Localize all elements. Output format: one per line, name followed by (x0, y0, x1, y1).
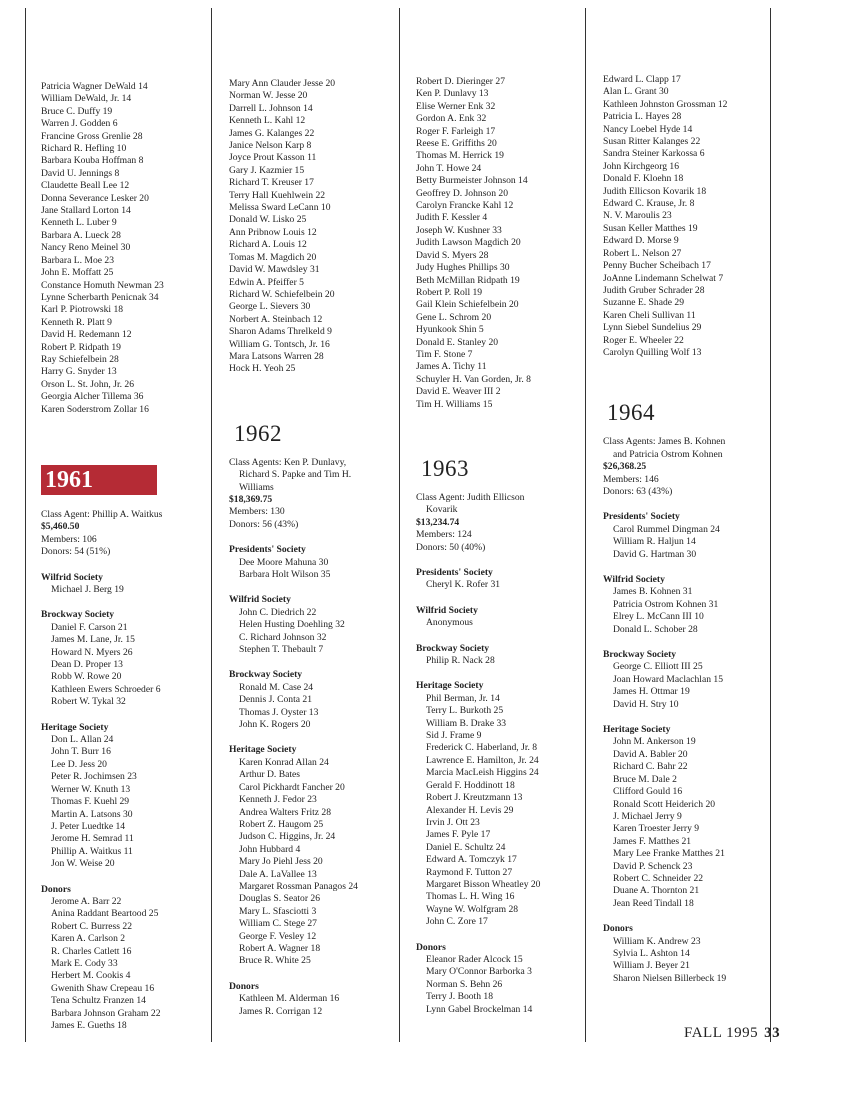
list-item: Dale A. LaVallee 13 (239, 868, 317, 880)
class-donors: Donors: 63 (43%) (603, 485, 673, 497)
list-item: Norman W. Jesse 20 (229, 90, 308, 102)
list-item: Gene L. Schrom 20 (416, 311, 492, 323)
list-item: William G. Tontsch, Jr. 16 (229, 338, 330, 350)
list-item: Barbara A. Lueck 28 (41, 229, 121, 241)
list-item: Schuyler H. Van Gorden, Jr. 8 (416, 373, 531, 385)
list-item: James E. Gueths 18 (51, 1020, 127, 1031)
list-item: Orson L. St. John, Jr. 26 (41, 378, 135, 390)
list-item: Gordon A. Enk 32 (416, 113, 487, 125)
class-total-amount: $13,234.74 (416, 516, 460, 528)
list-item: Mary L. Sfasciotti 3 (239, 905, 317, 917)
list-item: Jerome H. Semrad 11 (51, 833, 134, 845)
class-year-1961: 1961 (41, 465, 157, 495)
list-item: David A. Babler 20 (613, 748, 688, 760)
list-item: Helen Husting Doehling 32 (239, 619, 345, 631)
list-item: David U. Jennings 8 (41, 167, 120, 179)
list-item: Sylvia L. Ashton 14 (613, 947, 690, 959)
list-item: Daniel E. Schultz 24 (426, 841, 506, 853)
list-item: J. Michael Jerry 9 (613, 810, 682, 822)
list-item: Alan L. Grant 30 (603, 86, 669, 98)
name-list (416, 693, 586, 929)
list-item: Mark E. Cody 33 (51, 957, 118, 969)
class-agents-line-3: Williams (239, 481, 274, 493)
list-item: Barbara Holt Wilson 35 (239, 569, 331, 580)
section-title-wilfrid: Wilfrid Society (416, 604, 478, 616)
list-item: Penny Bucher Scheibach 17 (603, 260, 711, 272)
list-item: Robert P. Roll 19 (416, 286, 483, 298)
list-item: Carolyn Quilling Wolf 13 (603, 346, 702, 358)
list-item: David P. Schenck 23 (613, 860, 693, 872)
list-item: Geoffrey D. Johnson 20 (416, 187, 509, 199)
section-title-brockway: Brockway Society (229, 669, 303, 681)
list-item: Dennis J. Conta 21 (239, 694, 313, 706)
name-list (416, 617, 586, 629)
list-item: Judith F. Kessler 4 (416, 212, 488, 224)
list-item: Robert C. Burress 22 (51, 920, 133, 932)
list-item: John C. Diedrich 22 (239, 606, 317, 618)
list-item: Ronald M. Case 24 (239, 681, 314, 693)
list-item: Barbara Johnson Graham 22 (51, 1007, 161, 1019)
list-item: John T. Howe 24 (416, 162, 482, 174)
list-item: Lawrence E. Hamilton, Jr. 24 (426, 754, 539, 766)
name-list (416, 655, 586, 667)
list-item: Karen A. Carlson 2 (51, 933, 126, 945)
list-item: Roger E. Wheeler 22 (603, 334, 684, 346)
list-item: Edward D. Morse 9 (603, 235, 679, 247)
list-item: Alexander H. Levis 29 (426, 804, 514, 816)
list-item: Donna Severance Lesker 20 (41, 192, 149, 204)
list-item: Mary Jo Piehl Jess 20 (239, 856, 323, 868)
list-item: Kathleen Ewers Schroeder 6 (51, 683, 161, 695)
class-members: Members: 146 (603, 473, 659, 485)
list-item: Suzanne E. Shade 29 (603, 297, 684, 309)
name-list (603, 936, 771, 986)
list-item: Edward L. Clapp 17 (603, 74, 681, 85)
list-item: John M. Ankerson 19 (613, 736, 696, 748)
list-item: Douglas S. Seator 26 (239, 893, 321, 905)
list-item: R. Charles Catlett 16 (51, 945, 132, 957)
list-item: James B. Kohnen 31 (613, 586, 693, 598)
list-item: Richard R. Hefling 10 (41, 143, 127, 155)
list-item: Karen Cheli Sullivan 11 (603, 309, 696, 321)
column-rule (25, 8, 26, 1042)
list-item: David E. Weaver III 2 (416, 386, 501, 398)
list-item: William R. Haljun 14 (613, 536, 696, 548)
list-item: Judith Ellicson Kovarik 18 (603, 185, 707, 197)
list-item: Barbara Kouba Hoffman 8 (41, 155, 144, 167)
list-item: Reese E. Griffiths 20 (416, 138, 497, 150)
list-item: Ann Pribnow Louis 12 (229, 226, 317, 238)
list-item: George L. Sievers 30 (229, 301, 311, 313)
list-item: Robert A. Wagner 18 (239, 942, 321, 954)
list-item: Warren J. Godden 6 (41, 118, 118, 130)
class-total-amount: $18,369.75 (229, 493, 273, 505)
class-agents-line-1: Class Agent: Judith Ellicson (416, 491, 525, 503)
list-item: Jane Stallard Lorton 14 (41, 205, 131, 217)
list-item: Donald W. Lisko 25 (229, 214, 307, 226)
list-item: Harry G. Snyder 13 (41, 366, 117, 378)
list-item: Stephen T. Thebault 7 (239, 644, 324, 656)
list-item: Bruce R. White 25 (239, 955, 311, 967)
list-item: Donald L. Schober 28 (613, 623, 698, 635)
class-total-amount: $5,460.50 (41, 521, 80, 533)
section-title-donors: Donors (229, 980, 259, 992)
section-title-presidents: Presidents' Society (416, 567, 493, 578)
list-item: Eleanor Rader Alcock 15 (426, 953, 523, 965)
list-item: Herbert M. Cookis 4 (51, 970, 131, 982)
class-agents-line-1: Class Agents: Ken P. Dunlavy, (229, 456, 347, 468)
list-item: Judith Gruber Schrader 28 (603, 284, 705, 296)
list-item: Mara Latsons Warren 28 (229, 350, 324, 362)
name-list (603, 661, 771, 711)
list-item: N. V. Maroulis 23 (603, 210, 672, 222)
list-item: Lynn Siebel Sundelius 29 (603, 322, 702, 334)
list-item: Betty Burmeister Johnson 14 (416, 175, 528, 187)
list-item: Terry L. Burkoth 25 (426, 705, 504, 717)
list-item: Jerome A. Barr 22 (51, 895, 122, 907)
list-item: Mary Ann Clauder Jesse 20 (229, 78, 336, 89)
list-item: Phillip A. Waitkus 11 (51, 845, 133, 857)
list-item: Gail Klein Schiefelbein 20 (416, 299, 519, 311)
list-item: Kenneth L. Kahl 12 (229, 115, 306, 127)
list-item: Melissa Sward LeCann 10 (229, 202, 331, 214)
list-item: Lee D. Jess 20 (51, 758, 107, 770)
class-year-heading (41, 465, 209, 495)
list-item: Thomas J. Oyster 13 (239, 706, 319, 718)
list-item: Anina Raddant Beartood 25 (51, 908, 159, 920)
class-donors: Donors: 50 (40%) (416, 541, 486, 553)
list-item: Gary J. Kazmier 15 (229, 164, 305, 176)
list-item: James F. Pyle 17 (426, 829, 491, 841)
class-members: Members: 130 (229, 506, 285, 518)
list-item: Kenneth L. Luber 9 (41, 217, 117, 229)
list-item: Robert C. Schneider 22 (613, 872, 704, 884)
list-item: Bruce C. Duffy 19 (41, 105, 113, 117)
name-list (41, 584, 209, 596)
class-year-1962: 1962 (234, 420, 282, 446)
name-list (416, 579, 586, 591)
list-item: Michael J. Berg 19 (51, 584, 124, 595)
section-title-heritage: Heritage Society (41, 721, 109, 733)
list-item: Robert L. Nelson 27 (603, 247, 682, 259)
list-item: Roger F. Farleigh 17 (416, 125, 496, 137)
list-item: Edwin A. Pfeiffer 5 (229, 276, 304, 288)
page-footer (684, 1024, 780, 1042)
list-item: Tomas M. Magdich 20 (229, 251, 317, 263)
list-item: Patricia Ostrom Kohnen 31 (613, 598, 719, 610)
class-agents-line-2: and Patricia Ostrom Kohnen (613, 448, 723, 460)
list-item: Joan Howard Maclachlan 15 (613, 673, 724, 685)
name-list (229, 78, 399, 376)
list-item: Nancy Loebel Hyde 14 (603, 123, 693, 135)
name-list (229, 607, 399, 657)
list-item: Karen Soderstrom Zollar 16 (41, 403, 149, 415)
name-list (603, 524, 771, 561)
list-item: Tim F. Stone 7 (416, 348, 473, 360)
name-list (603, 586, 771, 636)
list-item: Nancy Reno Meinel 30 (41, 242, 131, 254)
list-item: Hock H. Yeoh 25 (229, 363, 296, 375)
list-item: Ray Schiefelbein 28 (41, 353, 119, 365)
list-item: Cheryl K. Rofer 31 (426, 579, 501, 591)
class-agents-line-1: Class Agents: James B. Kohnen (603, 436, 726, 448)
list-item: Patricia L. Hayes 28 (603, 111, 682, 123)
list-item: Thomas M. Herrick 19 (416, 150, 504, 162)
list-item: William K. Andrew 23 (613, 935, 701, 947)
name-list (229, 993, 399, 1018)
list-item: JoAnne Lindemann Schelwat 7 (603, 272, 724, 284)
class-year-1964: 1964 (607, 400, 655, 426)
class-year-1963: 1963 (421, 455, 469, 481)
list-item: Frederick C. Haberland, Jr. 8 (426, 742, 538, 754)
list-item: Claudette Beall Lee 12 (41, 180, 130, 192)
name-list (416, 954, 586, 1016)
list-item: Robb W. Rowe 20 (51, 671, 122, 683)
list-item: Barbara L. Moe 23 (41, 254, 114, 266)
section-title-wilfrid: Wilfrid Society (229, 594, 291, 606)
list-item: Edward A. Tomczyk 17 (426, 854, 517, 866)
list-item: Robert D. Dieringer 27 (416, 76, 505, 87)
list-item: Joyce Prout Kasson 11 (229, 152, 317, 164)
name-list (229, 557, 399, 582)
list-item: Donald E. Stanley 20 (416, 336, 499, 348)
list-item: George F. Vesley 12 (239, 930, 317, 942)
list-item: Francine Gross Grenlie 28 (41, 130, 143, 142)
list-item: Robert P. Ridpath 19 (41, 341, 121, 353)
list-item: Gwenith Shaw Crepeau 16 (51, 982, 155, 994)
list-item: William J. Beyer 21 (613, 960, 690, 972)
list-item: John Hubbard 4 (239, 843, 301, 855)
section-title-wilfrid: Wilfrid Society (603, 574, 665, 585)
column-rule (399, 8, 400, 1042)
list-item: John T. Burr 16 (51, 746, 111, 758)
list-item: Kathleen Johnston Grossman 12 (603, 98, 728, 110)
list-item: Lynn Gabel Brockelman 14 (426, 1003, 533, 1015)
list-item: Ken P. Dunlavy 13 (416, 88, 489, 100)
list-item: William B. Drake 33 (426, 717, 507, 729)
section-title-heritage: Heritage Society (229, 744, 297, 756)
list-item: Karen Troester Jerry 9 (613, 823, 700, 835)
list-item: Carol Pickhardt Fancher 20 (239, 781, 345, 793)
column-4 (603, 74, 771, 985)
list-item: David G. Hartman 30 (613, 548, 697, 560)
list-item: Ronald Scott Heiderich 20 (613, 798, 716, 810)
list-item: Philip R. Nack 28 (426, 655, 495, 667)
list-item: Constance Homuth Newman 23 (41, 279, 164, 291)
list-item: James M. Lane, Jr. 15 (51, 634, 135, 646)
list-item: Daniel F. Carson 21 (51, 621, 128, 633)
list-item: Kathleen M. Alderman 16 (239, 993, 340, 1005)
name-list (416, 76, 586, 411)
section-title-presidents: Presidents' Society (229, 544, 306, 556)
list-item: Anonymous (426, 617, 473, 629)
list-item: Patricia Wagner DeWald 14 (41, 81, 148, 92)
list-item: Don L. Allan 24 (51, 734, 114, 746)
list-item: Peter R. Jochimsen 23 (51, 771, 137, 783)
list-item: Elrey L. McCann III 10 (613, 611, 704, 623)
list-item: Irvin J. Ott 23 (426, 816, 480, 828)
class-members: Members: 124 (416, 529, 472, 541)
list-item: C. Richard Johnson 32 (239, 631, 327, 643)
list-item: Robert Z. Haugom 25 (239, 818, 324, 830)
section-title-brockway: Brockway Society (603, 649, 677, 661)
column-3 (416, 76, 586, 1016)
class-donors: Donors: 54 (51%) (41, 546, 111, 558)
list-item: Lynne Scherbarth Penicnak 34 (41, 291, 159, 303)
list-item: David S. Myers 28 (416, 249, 489, 261)
list-item: Richard C. Bahr 22 (613, 761, 688, 773)
section-title-heritage: Heritage Society (416, 680, 484, 692)
section-title-brockway: Brockway Society (416, 642, 490, 654)
list-item: Edward C. Krause, Jr. 8 (603, 198, 695, 210)
list-item: George C. Elliott III 25 (613, 661, 703, 673)
list-item: Tena Schultz Franzen 14 (51, 995, 146, 1007)
list-item: Sandra Steiner Karkossa 6 (603, 148, 705, 160)
list-item: Dean D. Proper 13 (51, 659, 123, 671)
list-item: David H. Redemann 12 (41, 329, 132, 341)
section-title-brockway: Brockway Society (41, 609, 115, 621)
list-item: Norman S. Behn 26 (426, 978, 503, 990)
name-list (41, 81, 209, 416)
list-item: Hyunkook Shin 5 (416, 324, 484, 336)
list-item: Mary Lee Franke Matthes 21 (613, 848, 725, 860)
list-item: Phil Berman, Jr. 14 (426, 692, 500, 704)
list-item: Arthur D. Bates (239, 769, 301, 781)
name-list (41, 896, 209, 1032)
list-item: David W. Mawdsley 31 (229, 264, 320, 276)
section-title-wilfrid: Wilfrid Society (41, 571, 103, 583)
list-item: Duane A. Thornton 21 (613, 885, 700, 897)
list-item: Susan Keller Matthes 19 (603, 222, 698, 234)
list-item: Donald F. Kloehn 18 (603, 173, 684, 185)
list-item: Thomas F. Kuehl 29 (51, 796, 130, 808)
class-agent: Class Agent: Phillip A. Waitkus (41, 508, 163, 520)
list-item: Elise Werner Enk 32 (416, 100, 496, 112)
name-list (229, 757, 399, 968)
list-item: Judson C. Higgins, Jr. 24 (239, 831, 336, 843)
list-item: Richard A. Louis 12 (229, 239, 307, 251)
list-item: Robert J. Kreutzmann 13 (426, 792, 523, 804)
list-item: James A. Tichy 11 (416, 361, 487, 373)
list-item: Clifford Gould 16 (613, 786, 683, 798)
list-item: Margaret Rossman Panagos 24 (239, 880, 358, 892)
list-item: James F. Matthes 21 (613, 835, 692, 847)
class-total-amount: $26,368.25 (603, 461, 647, 473)
list-item: Judith Lawson Magdich 20 (416, 237, 521, 249)
list-item: John K. Rogers 20 (239, 719, 311, 731)
list-item: Gerald F. Hoddinott 18 (426, 779, 515, 791)
list-item: Carolyn Francke Kahl 12 (416, 200, 514, 212)
list-item: Jon W. Weise 20 (51, 858, 115, 870)
list-item: Sid J. Frame 9 (426, 730, 482, 742)
page-number: 33 (764, 1025, 781, 1041)
list-item: Bruce M. Dale 2 (613, 773, 677, 785)
column-2 (229, 78, 399, 1018)
list-item: J. Peter Luedtke 14 (51, 820, 126, 832)
list-item: William C. Stege 27 (239, 918, 317, 930)
list-item: David H. Stry 10 (613, 698, 679, 710)
list-item: John C. Zore 17 (426, 916, 488, 928)
list-item: Joseph W. Kushner 33 (416, 224, 502, 236)
list-item: James G. Kalanges 22 (229, 127, 315, 139)
list-item: William DeWald, Jr. 14 (41, 93, 132, 105)
list-item: Kenneth R. Platt 9 (41, 316, 112, 328)
list-item: John Kirchgeorg 16 (603, 160, 680, 172)
list-item: Marcia MacLeish Higgins 24 (426, 767, 539, 779)
list-item: Robert W. Tykal 32 (51, 696, 126, 708)
list-item: Andrea Walters Fritz 28 (239, 806, 332, 818)
list-item: James R. Corrigan 12 (239, 1005, 323, 1017)
list-item: Carol Rummel Dingman 24 (613, 523, 720, 535)
list-item: Sharon Nielsen Billerbeck 19 (613, 972, 727, 984)
list-item: Martin A. Latsons 30 (51, 808, 133, 820)
list-item: James H. Ottmar 19 (613, 686, 690, 698)
list-item: Judy Hughes Phillips 30 (416, 262, 510, 274)
section-title-donors: Donors (603, 923, 633, 935)
list-item: Norbert A. Steinbach 12 (229, 313, 323, 325)
name-list (229, 682, 399, 732)
list-item: Terry Hall Kuehlwein 22 (229, 189, 326, 201)
class-agents-line-2: Kovarik (426, 504, 458, 516)
list-item: Raymond F. Tutton 27 (426, 866, 513, 878)
list-item: Karen Konrad Allan 24 (239, 756, 329, 768)
name-list (41, 622, 209, 709)
list-item: Georgia Alcher Tillema 36 (41, 391, 144, 403)
list-item: John E. Moffatt 25 (41, 267, 114, 279)
list-item: Kenneth J. Fedor 23 (239, 794, 317, 806)
name-list (603, 736, 771, 910)
list-item: Sharon Adams Threlkeld 9 (229, 326, 332, 338)
list-item: Margaret Bisson Wheatley 20 (426, 878, 541, 890)
name-list (603, 74, 771, 359)
list-item: Jean Reed Tindall 18 (613, 897, 694, 909)
section-title-donors: Donors (416, 941, 446, 953)
class-members: Members: 106 (41, 533, 97, 545)
list-item: Karl P. Piotrowski 18 (41, 304, 124, 316)
column-rule (211, 8, 212, 1042)
list-item: Tim H. Williams 15 (416, 398, 493, 410)
issue-label: FALL 1995 (684, 1025, 759, 1041)
section-title-donors: Donors (41, 883, 71, 895)
list-item: Mary O'Connor Barborka 3 (426, 966, 532, 978)
class-agents-line-2: Richard S. Papke and Tim H. (239, 469, 352, 481)
list-item: Beth McMillan Ridpath 19 (416, 274, 520, 286)
list-item: Dee Moore Mahuna 30 (239, 556, 329, 568)
list-item: Howard N. Myers 26 (51, 646, 133, 658)
name-list (41, 734, 209, 870)
list-item: Darrell L. Johnson 14 (229, 102, 313, 114)
list-item: Wayne W. Wolfgram 28 (426, 903, 519, 915)
class-donors: Donors: 56 (43%) (229, 518, 299, 530)
list-item: Terry J. Booth 18 (426, 991, 494, 1003)
list-item: Werner W. Knuth 13 (51, 783, 131, 795)
column-1 (41, 81, 209, 1032)
section-title-heritage: Heritage Society (603, 724, 671, 736)
list-item: Susan Ritter Kalanges 22 (603, 136, 701, 148)
list-item: Janice Nelson Karp 8 (229, 140, 312, 152)
list-item: Richard W. Schiefelbein 20 (229, 288, 335, 300)
list-item: Thomas L. H. Wing 16 (426, 891, 515, 903)
section-title-presidents: Presidents' Society (603, 511, 680, 523)
list-item: Richard T. Kreuser 17 (229, 177, 314, 189)
